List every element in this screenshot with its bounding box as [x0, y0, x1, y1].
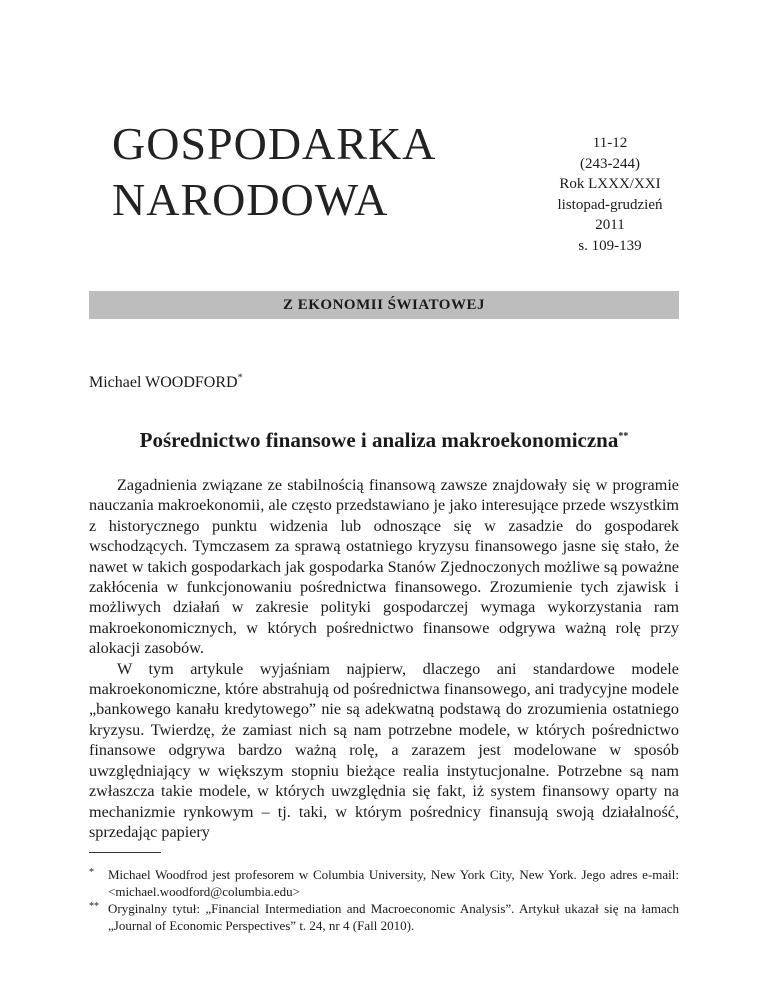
issue-number: 11-12 — [592, 135, 628, 151]
author-line — [89, 374, 243, 392]
body-paragraph: Zagadnienia związane ze stabilnością finansową zawsze znajdowały się w programie nauczania makroekonomii, ale często przedstawiano je jako interesujące przede wszystkim z historycznego punktu widzenia lub odnoszące się w zasadzie do gospodarek wschodzących. Tymczasem za sprawą ostatniego kryzysu finansowego jasne się stało, że nawet w takich gospodarkach jak gospodarka Stanów Zjednoczonych możliwe są poważne zakłócenia w funkcjonowaniu pośrednictwa finansowego. Zrozumienie tych zjawisk i możliwych działań w zakresie polityki gospodarczej wymaga wykorzystania ram makroekonomicznych, w których pośrednictwo finansowe odgrywa ważną rolę przy alokacji zasobów. — [89, 476, 679, 658]
footnote-text: Michael Woodfrod jest profesorem w Columbia University, New York City, New York. Jego adres e-mail: <michael.woodford@columbia.edu> — [108, 867, 679, 899]
body-paragraph: W tym artykule wyjaśniam najpierw, dlaczego ani standardowe modele makroekonomiczne, które abstrahują od pośrednictwa finansowego, ani tradycyjne modele „bankowego kanału kredytowego” nie są adekwatną podstawą do zrozumienia ostatniego kryzysu. Twierdzę, że zamiast nich są nam potrzebne modele, w których pośrednictwo finansowe odgrywa bardzo ważną rolę, a zarazem jest modelowane w sposób uwzględniający w większym stopniu bieżące realia instytucjonalne. Potrzebne są nam zwłaszcza takie modele, w których uwzględnia się fakt, iż system finansowy oparty na mechanizmie rynkowym – tj. taki, w którym pośrednicy finansują swoją działalność, sprzedając papiery — [89, 659, 679, 841]
footnote — [89, 900, 679, 934]
issue-info — [548, 133, 672, 256]
issue-cumulative: (243-244) — [580, 155, 640, 172]
footnotes — [89, 866, 679, 934]
footnote-marker: ** — [89, 901, 99, 912]
article-body — [89, 475, 679, 842]
footnote-text: Oryginalny tytuł: „Financial Intermediation and Macroeconomic Analysis”. Artykuł ukazał się na łamach „Journal of Economic Perspectives” t. 24, nr 4 (Fall 2010). — [108, 901, 679, 933]
journal-title-line-1: GOSPODARKA — [112, 118, 437, 169]
footnote-marker: * — [89, 867, 94, 878]
author-footnote-marker: * — [237, 372, 243, 384]
issue-year-roman: Rok LXXX/XXI — [559, 176, 661, 192]
article-title-text: Pośrednictwo finansowe i analiza makroekonomiczna — [139, 428, 619, 452]
section-heading: Z EKONOMII ŚWIATOWEJ — [89, 291, 679, 319]
title-footnote-marker: ** — [618, 431, 629, 442]
journal-title-line-2: NARODOWA — [112, 174, 389, 225]
issue-pages: s. 109-139 — [578, 237, 642, 254]
journal-title — [112, 116, 436, 228]
author-name: Michael WOODFORD — [89, 374, 238, 391]
footnote-rule — [89, 852, 161, 853]
article-title — [89, 428, 679, 453]
issue-year: 2011 — [595, 217, 625, 233]
issue-months: listopad-grudzień — [557, 196, 663, 213]
footnote — [89, 866, 679, 900]
